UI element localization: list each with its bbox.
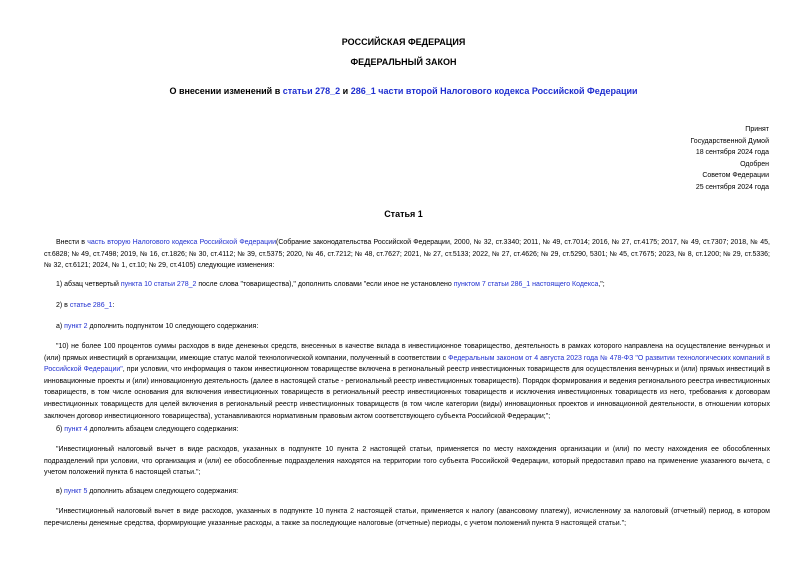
- country-heading: РОССИЙСКАЯ ФЕДЕРАЦИЯ: [341, 37, 466, 47]
- paragraph-sub-v: [44, 486, 770, 498]
- text: дополнить подпунктом 10 следующего содержания:: [87, 323, 259, 330]
- text: (Собрание законодательства Российской Федерации, 2000, № 32, ст.3340; 2011, № 49, ст.7014; 2016, № 27, ст.4175; 2017, № 49, ст.7307; 2018, № 45, ст.6828; № 49, ст.7498; 2019, № 16, ст.1826; № 30, ст.4112; № 39, ст.5375; 2020, № 46, ст.7212; № 48, ст.7627; 2021, № 27, ст.5133; 2022, № 27, ст.4626; № 29, ст.5290, 5301; № 45, ст.7675; 2023, № 8, ст.1200; № 29, ст.5336; № 32, ст.6121; 2024, № 1, ст.10; № 29, ст.4105) следующие изменения:: [44, 239, 770, 270]
- link-article-286-1[interactable]: статье 286_1: [69, 302, 113, 309]
- text: Внести в: [56, 239, 88, 246]
- title-mid: и: [340, 86, 351, 96]
- link-part-two[interactable]: часть вторую Налогового кодекса Российской Федерации: [87, 239, 276, 246]
- paragraph-quote-point-4: "Инвестиционный налоговый вычет в виде расходов, указанных в подпункте 10 пункта 2 настоящей статьи, применяется по месту нахождения организации и (или) по месту нахождения ее обособленных подразделений при условии, что организация и (или) ее обособленные подразделения находятся на территории того субъекта Российской Федерации, который предоставил право на применение указанного вычета, с учетом положений пункта 6 настоящей статьи.";: [44, 446, 770, 477]
- paragraph-intro: [44, 237, 770, 272]
- link-point-5[interactable]: пункт 5: [64, 488, 88, 495]
- text: дополнить абзацем следующего содержания:: [87, 426, 239, 433]
- text: :: [112, 302, 115, 309]
- adoption-line: Принят: [745, 126, 769, 133]
- law-type-heading: ФЕДЕРАЛЬНЫЙ ЗАКОН: [350, 57, 457, 67]
- text: "10) не более 100 процентов суммы расходов в виде денежных средств, внесенных в качестве вклада в инвестиционное товарищество, деятельность в рамках которого направлена на осуществление венчурных и (или) прямых инвестиций в организации, имеющие статус малой технологической компании, полученный в соответствии с: [44, 343, 770, 362]
- adoption-block: [690, 124, 769, 194]
- link-law-478-fz[interactable]: Федеральным законом от 4 августа 2023 года № 478-ФЗ "О развитии технологических компаний в Российской Федерации": [44, 354, 770, 374]
- text: а): [56, 323, 65, 330]
- adoption-line: 18 сентября 2024 года: [695, 149, 769, 157]
- text: после слова "товарищества)," дополнить словами "если иное не установлено: [196, 281, 454, 288]
- adoption-line: Государственной Думой: [690, 137, 769, 145]
- paragraph-item-2: [44, 300, 770, 312]
- text: в): [56, 488, 64, 495]
- text: 2) в: [56, 302, 70, 309]
- paragraph-subpoint-10: [44, 341, 770, 422]
- title-link-278-2[interactable]: статьи 278_2: [282, 86, 341, 96]
- link-point-2[interactable]: пункт 2: [64, 323, 88, 330]
- link-point-4[interactable]: пункт 4: [64, 426, 88, 433]
- paragraph-sub-b: [44, 424, 770, 436]
- text: , при условии, что информация о таком инвестиционном товариществе включена в региональный реестр инвестиционных товариществ для осуществления венчурных и (или) прямых инвестиций в инновационные проекты и (или) инновационную деятельность (далее в настоящей статье - региональный реестр инвестиционных товариществ). Порядок формирования и ведения регионального реестра инвестиционных товариществ, в том числе основания для включения инвестиционных товариществ в региональный реестр инвестиционных товариществ и исключения инвестиционных товариществ из него, требования к договорам инвестиционных товариществ для целей включения в региональный реестр инвестиционных товариществ (в том числе категории (виды) инновационных проектов и инновационной деятельности, в отношении которых заключен договор инвестиционного товарищества), устанавливаются нормативным правовым актом соответствующего субъекта Российской Федерации;";: [44, 366, 770, 420]
- paragraph-quote-point-5: "Инвестиционный налоговый вычет в виде расходов, указанных в подпункте 10 пункта 2 настоящей статьи, применяется к налогу (авансовому платежу), исчисленному за налоговый (отчетный) период, в котором перечислены денежные средства, формирующие указанные расходы, а также за последующие налоговые (отчетные) периоды, с учетом положений пункта 9 настоящей статьи.";: [44, 508, 770, 527]
- link-278-2-p10[interactable]: пункта 10 статьи 278_2: [120, 281, 197, 288]
- adoption-line: Одобрен: [740, 160, 769, 168]
- text: б): [56, 426, 65, 433]
- title-link-286-1[interactable]: 286_1 части второй Налогового кодекса Российской Федерации: [350, 86, 638, 96]
- link-286-1-p7[interactable]: пунктом 7 статьи 286_1 настоящего Кодекса: [453, 281, 599, 288]
- text: ,";: [598, 281, 605, 288]
- adoption-line: Советом Федерации: [702, 172, 769, 180]
- article-title: Статья 1: [384, 209, 423, 219]
- text: 1) абзац четвертый: [56, 281, 121, 288]
- law-title: [0, 86, 807, 96]
- title-prefix: О внесении изменений в: [169, 86, 283, 96]
- adoption-line: 25 сентября 2024 года: [695, 183, 769, 191]
- paragraph-item-1: [44, 279, 770, 291]
- text: дополнить абзацем следующего содержания:: [87, 488, 239, 495]
- paragraph-sub-a: [44, 321, 770, 333]
